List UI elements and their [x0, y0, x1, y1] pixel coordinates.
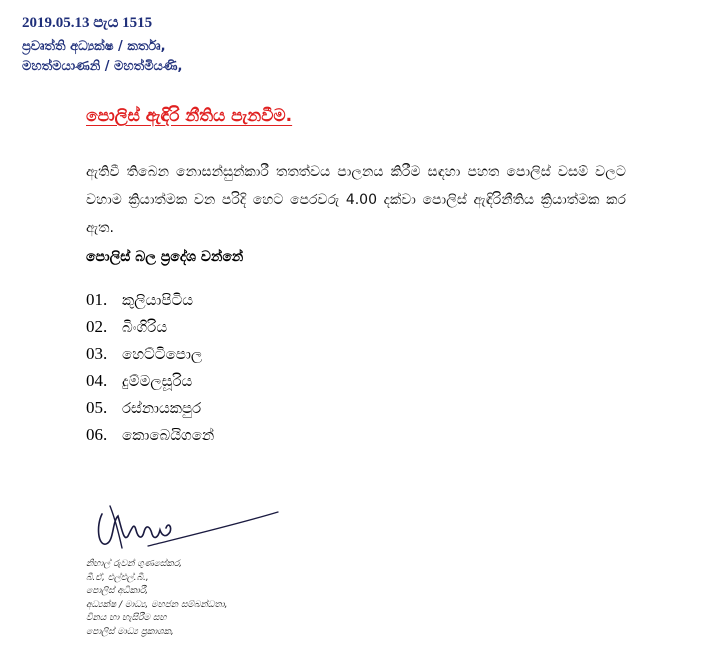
list-item — [86, 286, 214, 313]
area-name: කුලියාපිටිය — [122, 291, 194, 309]
list-item — [86, 313, 214, 340]
item-number: 02. — [86, 317, 108, 336]
item-number: 01. — [86, 290, 108, 309]
recipient-line: ප්‍රවෘත්ති අධ්‍යක්ෂ / කර්තෘ, — [22, 39, 166, 54]
list-item — [86, 340, 214, 367]
area-name: රස්නායකපුර — [122, 399, 202, 417]
signatory-role: පොලිස් මාධ්‍ය ප්‍රකාශක, — [86, 626, 174, 637]
date-time-line: 2019.05.13 පැය 1515 — [22, 15, 153, 31]
police-areas-list — [86, 286, 214, 448]
signatory-position: අධ්‍යක්ෂ / මාධ්‍ය, මහජන සම්බන්ධතා, — [86, 599, 228, 610]
item-number: 06. — [86, 425, 108, 444]
area-name: බිංගිරිය — [122, 318, 168, 336]
area-name: කොබෙයිගනේ — [122, 426, 215, 444]
areas-subheading: පොලිස් බල ප්‍රදේශ වන්නේ — [86, 249, 244, 265]
document-title: පොලිස් ඇඳිරි නීතිය පැනවීම. — [86, 106, 293, 126]
area-name: හෙට්ටිපොල — [122, 345, 203, 363]
item-number: 03. — [86, 344, 108, 363]
signatory-rank: පොලිස් අධිකාරී, — [86, 586, 149, 596]
signature-block — [86, 558, 227, 639]
list-item — [86, 421, 214, 448]
signatory-name: නිහාල් රුවන් ගුණසේකර, — [86, 559, 182, 569]
body-paragraph: ඇතිවී තිබෙන නොසන්සුන්කාරී තතත්වය පාලනය කිරීම සඳහා පහත පොලිස් වසම් වලට වහාම ක්‍රියාත්මක වන පරිදි හෙට පෙරවරු 4.00 දක්වා පොලිස් ඇඳිරිනීතිය ක්‍රියාත්මක කර ඇත. — [86, 164, 626, 236]
list-item — [86, 367, 214, 394]
signatory-division: විනය හා හැසිරීම සහ — [86, 613, 167, 623]
item-number: 05. — [86, 398, 108, 417]
salutation-line: මහත්මයාණනි / මහත්මියණි, — [22, 59, 183, 74]
item-number: 04. — [86, 371, 108, 390]
area-name: දුම්මලසූරිය — [122, 372, 193, 390]
signatory-degree: බී.ඒ, එල්එල්.බී., — [86, 572, 149, 583]
list-item — [86, 394, 214, 421]
handwritten-signature — [88, 486, 288, 566]
